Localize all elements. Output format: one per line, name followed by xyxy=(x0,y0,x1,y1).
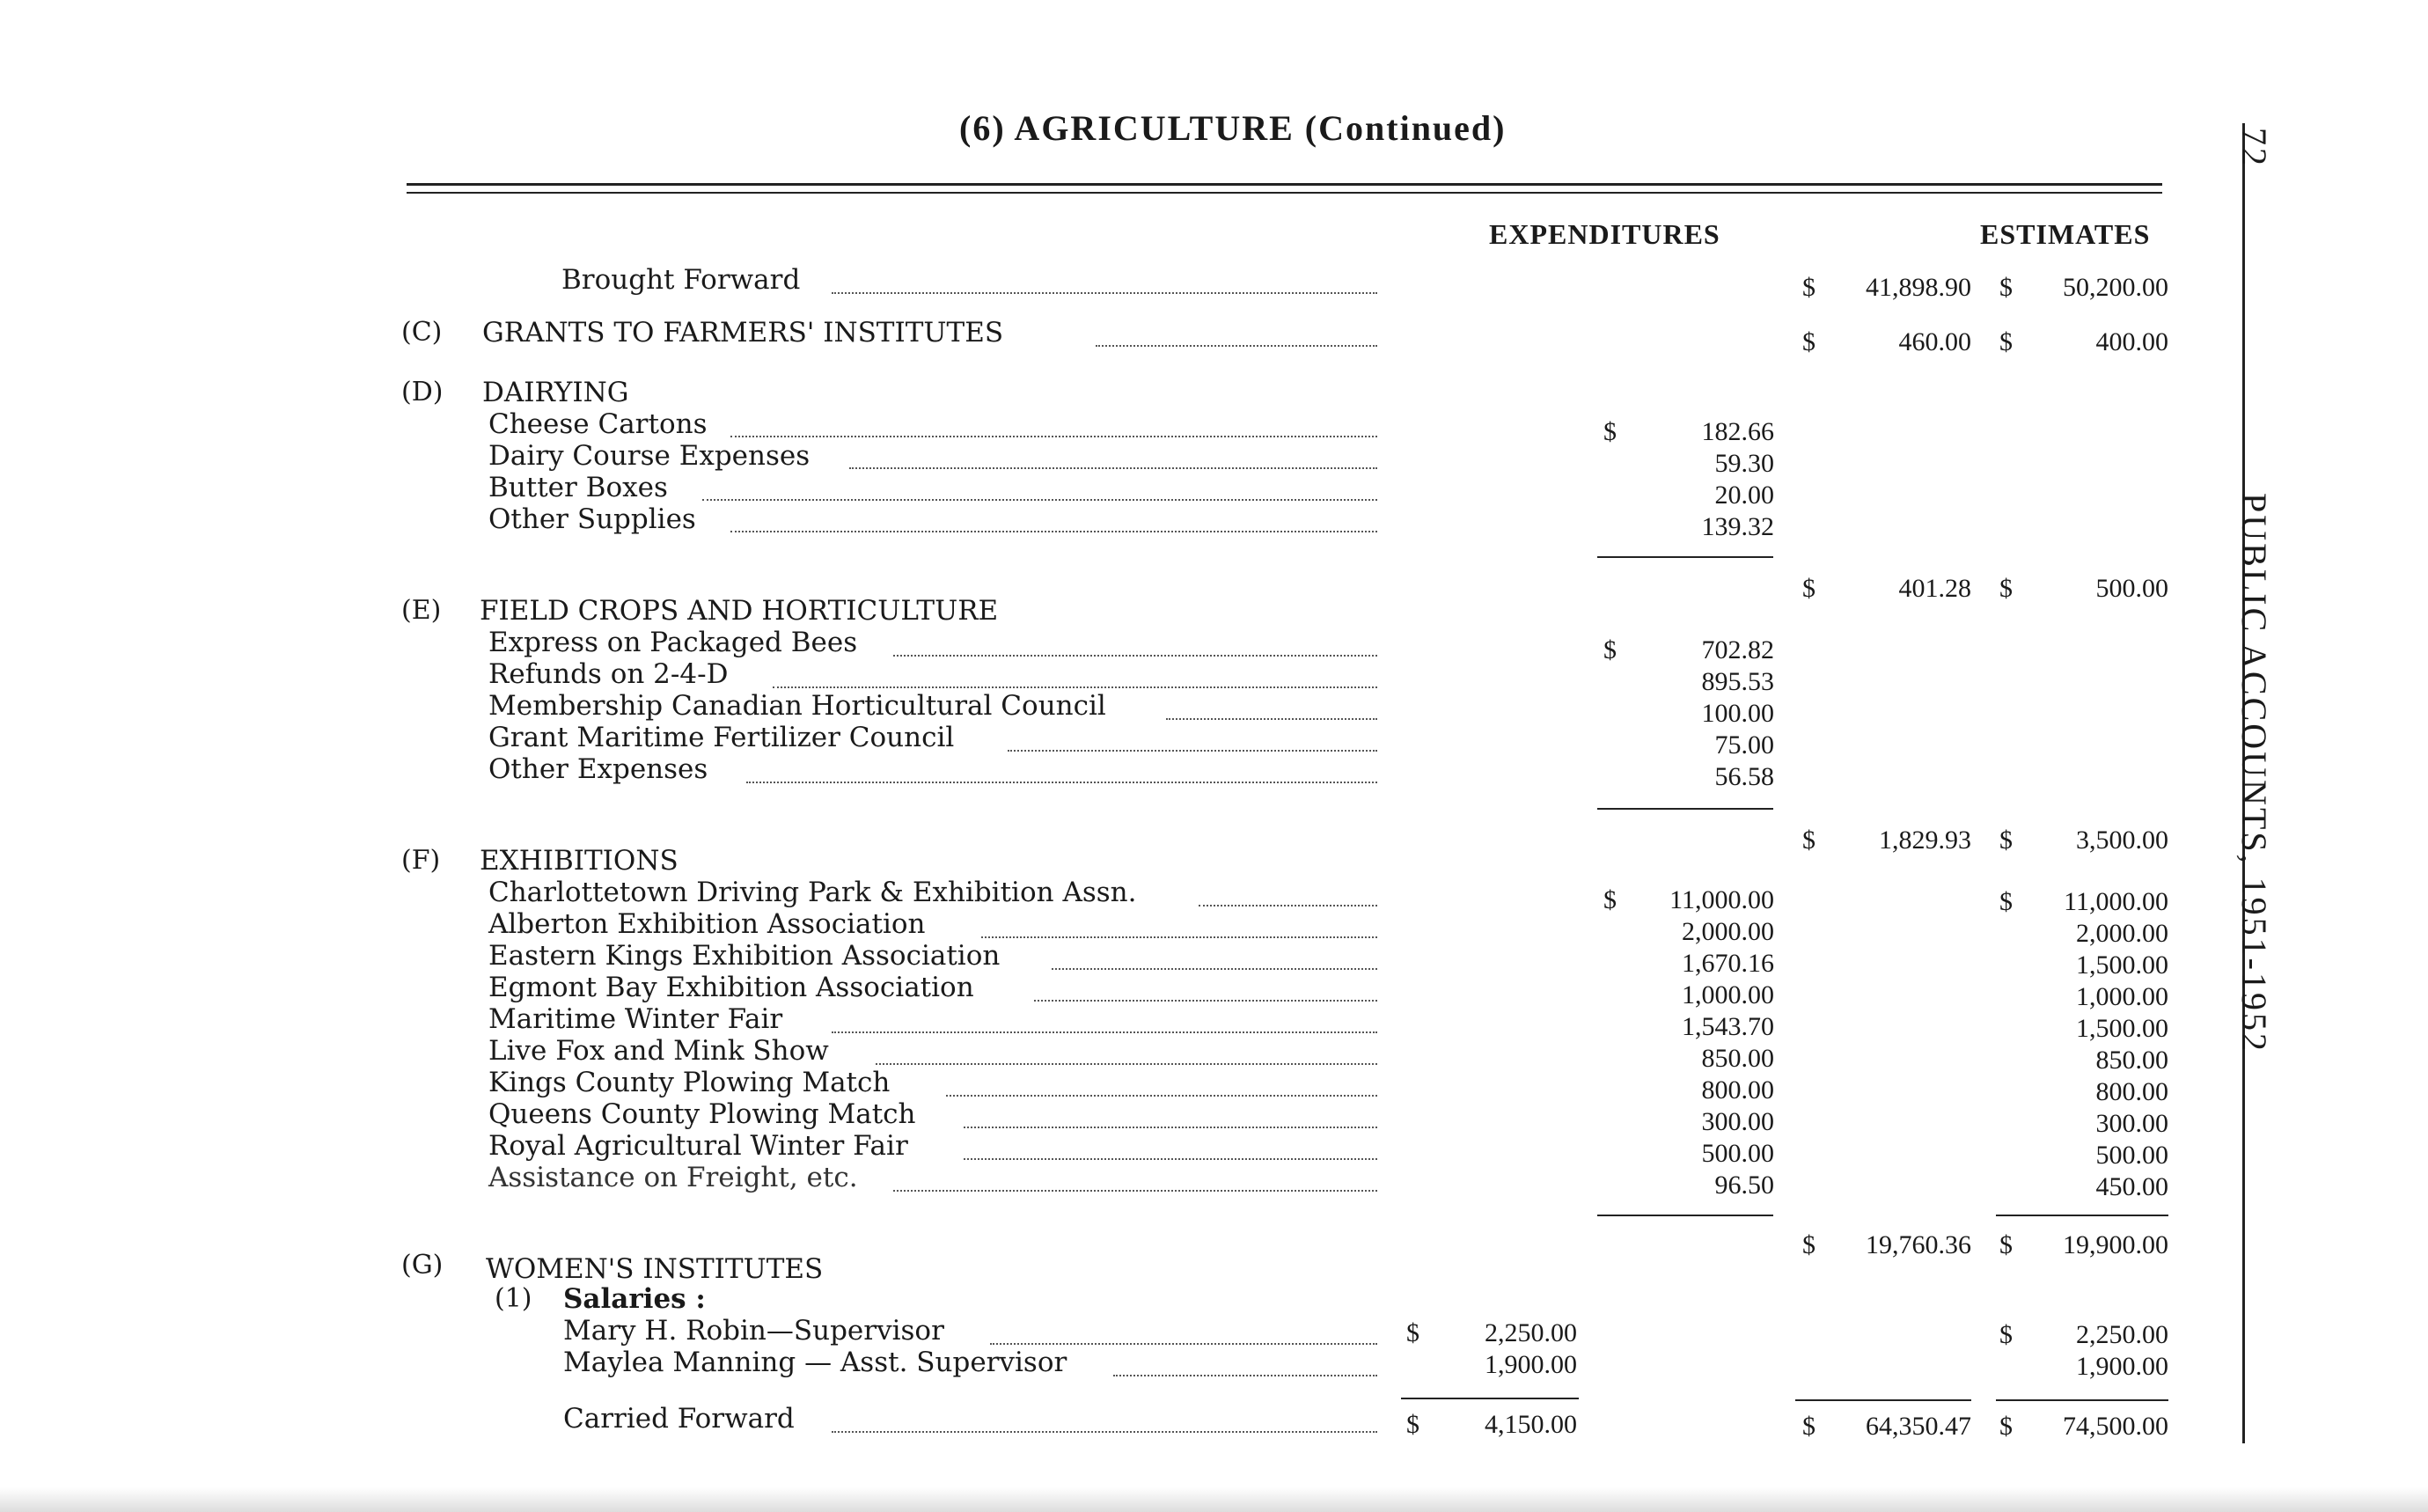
grants-estimate: 400.00 xyxy=(2095,327,2168,356)
salaries-label: Salaries : xyxy=(563,1283,706,1315)
leader-dots xyxy=(876,1063,1377,1065)
currency-symbol: $ xyxy=(1603,417,1617,446)
line-item-estimate: 1,900.00 xyxy=(2076,1352,2168,1381)
line-item-estimate: 11,000.00 xyxy=(2064,887,2168,916)
leader-dots xyxy=(946,1095,1377,1097)
currency-symbol: $ xyxy=(1999,1230,2013,1259)
currency-symbol: $ xyxy=(1999,273,2013,302)
line-item-label: Grant Maritime Fertilizer Council xyxy=(488,722,955,753)
leader-dots xyxy=(773,686,1377,688)
line-item-amount: 702.82 xyxy=(1701,635,1774,664)
leader-dots xyxy=(981,936,1377,938)
currency-symbol: $ xyxy=(1999,1320,2013,1349)
currency-symbol: $ xyxy=(1406,1410,1419,1439)
line-item-amount: 59.30 xyxy=(1714,449,1774,478)
grants-expend: 460.00 xyxy=(1898,327,1971,356)
line-item-label: Express on Packaged Bees xyxy=(488,627,858,658)
scan-edge-shadow xyxy=(0,1487,2428,1512)
section-code: (C) xyxy=(401,317,443,348)
exhibitions-total: 19,760.36 xyxy=(1866,1230,1971,1259)
currency-symbol: $ xyxy=(1802,1412,1815,1441)
line-item-label: Maylea Manning — Asst. Supervisor xyxy=(563,1347,1067,1378)
leader-dots xyxy=(730,531,1377,532)
column-header-expenditures: EXPENDITURES xyxy=(1489,218,1720,250)
line-item-label: Alberton Exhibition Association xyxy=(488,908,926,940)
column-header-estimates: ESTIMATES xyxy=(1980,218,2151,250)
line-item-estimate: 500.00 xyxy=(2095,1141,2168,1170)
leader-dots xyxy=(832,292,1377,294)
currency-symbol: $ xyxy=(1999,574,2013,603)
section-code: (F) xyxy=(401,845,441,876)
leader-dots xyxy=(964,1127,1377,1128)
line-item-label: Royal Agricultural Winter Fair xyxy=(488,1130,908,1162)
line-item-estimate: 2,250.00 xyxy=(2076,1320,2168,1349)
leader-dots xyxy=(1096,345,1377,347)
line-item-label: Refunds on 2-4-D xyxy=(488,658,729,690)
line-item-amount: 2,000.00 xyxy=(1682,917,1774,946)
line-item-estimate: 450.00 xyxy=(2095,1172,2168,1201)
line-item-label: Maritime Winter Fair xyxy=(488,1003,783,1035)
currency-symbol: $ xyxy=(1802,273,1815,302)
brought-forward-label: Brought Forward xyxy=(561,264,801,296)
line-item-label: Live Fox and Mink Show xyxy=(488,1035,829,1067)
subsection-code: (1) xyxy=(495,1283,532,1314)
header-rule-bottom xyxy=(407,192,2162,194)
page-number: 72 xyxy=(2234,128,2274,168)
leader-dots xyxy=(964,1158,1377,1160)
line-item-label: Mary H. Robin—Supervisor xyxy=(563,1315,944,1347)
line-item-amount: 1,000.00 xyxy=(1682,980,1774,1009)
line-item-amount: 20.00 xyxy=(1714,481,1774,510)
leader-dots xyxy=(1008,750,1377,752)
line-item-label: Assistance on Freight, etc. xyxy=(488,1162,858,1193)
currency-symbol: $ xyxy=(1802,574,1815,603)
leader-dots xyxy=(832,1431,1377,1433)
leader-dots xyxy=(702,499,1377,501)
section-code: (E) xyxy=(401,595,442,626)
leader-dots xyxy=(990,1343,1377,1345)
dairying-label: DAIRYING xyxy=(482,377,629,408)
line-item-amount: 96.50 xyxy=(1714,1171,1774,1200)
line-item-estimate: 300.00 xyxy=(2095,1109,2168,1138)
currency-symbol: $ xyxy=(1999,826,2013,855)
womens-institutes-label: WOMEN'S INSTITUTES xyxy=(486,1253,824,1285)
brought-forward-estimate: 50,200.00 xyxy=(2063,273,2168,302)
leader-dots xyxy=(893,655,1377,657)
leader-dots xyxy=(1166,718,1377,720)
leader-dots xyxy=(746,782,1377,783)
line-item-estimate: 850.00 xyxy=(2095,1046,2168,1075)
leader-dots xyxy=(893,1190,1377,1192)
leader-dots xyxy=(1052,968,1377,970)
line-item-amount: 2,250.00 xyxy=(1485,1318,1577,1347)
leader-dots xyxy=(1113,1375,1377,1376)
currency-symbol: $ xyxy=(1802,327,1815,356)
currency-symbol: $ xyxy=(1802,826,1815,855)
field-crops-total: 1,829.93 xyxy=(1879,826,1971,855)
line-item-amount: 850.00 xyxy=(1701,1044,1774,1073)
exhibitions-estimate-total: 19,900.00 xyxy=(2063,1230,2168,1259)
leader-dots xyxy=(849,467,1377,469)
leader-dots xyxy=(1034,1000,1377,1002)
leader-dots xyxy=(832,1031,1377,1033)
line-item-estimate: 2,000.00 xyxy=(2076,919,2168,948)
line-item-amount: 100.00 xyxy=(1701,699,1774,728)
line-item-label: Charlottetown Driving Park & Exhibition Assn. xyxy=(488,877,1137,908)
line-item-label: Cheese Cartons xyxy=(488,408,708,440)
subtotal-rule xyxy=(1401,1398,1579,1399)
subtotal-rule xyxy=(1597,1215,1773,1216)
carried-forward-label: Carried Forward xyxy=(563,1403,795,1435)
currency-symbol: $ xyxy=(1999,887,2013,916)
line-item-amount: 1,670.16 xyxy=(1682,949,1774,978)
field-crops-label: FIELD CROPS AND HORTICULTURE xyxy=(480,595,999,627)
line-item-amount: 75.00 xyxy=(1714,730,1774,760)
line-item-amount: 1,900.00 xyxy=(1485,1350,1577,1379)
brought-forward-expend: 41,898.90 xyxy=(1866,273,1971,302)
line-item-label: Membership Canadian Horticultural Council xyxy=(488,690,1106,722)
line-item-label: Other Supplies xyxy=(488,503,696,535)
carried-forward-sub: 4,150.00 xyxy=(1485,1410,1577,1439)
line-item-amount: 56.58 xyxy=(1714,762,1774,791)
subtotal-rule xyxy=(1597,808,1773,810)
leader-dots xyxy=(1199,905,1377,906)
exhibitions-label: EXHIBITIONS xyxy=(480,845,679,877)
currency-symbol: $ xyxy=(1603,885,1617,914)
currency-symbol: $ xyxy=(1999,327,2013,356)
line-item-amount: 800.00 xyxy=(1701,1075,1774,1105)
line-item-amount: 182.66 xyxy=(1701,417,1774,446)
line-item-estimate: 1,500.00 xyxy=(2076,1014,2168,1043)
line-item-amount: 139.32 xyxy=(1701,512,1774,541)
carried-forward-expend: 64,350.47 xyxy=(1866,1412,1971,1441)
line-item-label: Eastern Kings Exhibition Association xyxy=(488,940,1001,972)
line-item-amount: 500.00 xyxy=(1701,1139,1774,1168)
dairying-total: 401.28 xyxy=(1898,574,1971,603)
subtotal-rule xyxy=(1795,1399,1971,1401)
page-title: (6) AGRICULTURE (Continued) xyxy=(959,108,1507,148)
line-item-amount: 895.53 xyxy=(1701,667,1774,696)
grants-label: GRANTS TO FARMERS' INSTITUTES xyxy=(482,317,1004,349)
currency-symbol: $ xyxy=(1999,1412,2013,1441)
line-item-label: Butter Boxes xyxy=(488,472,668,503)
section-code: (D) xyxy=(401,377,444,407)
running-title: PUBLIC ACCOUNTS, 1951-1952 xyxy=(2234,493,2274,1053)
dairying-estimate: 500.00 xyxy=(2095,574,2168,603)
subtotal-rule xyxy=(1996,1215,2168,1216)
line-item-label: Kings County Plowing Match xyxy=(488,1067,891,1098)
section-code: (G) xyxy=(401,1250,444,1281)
line-item-estimate: 1,000.00 xyxy=(2076,982,2168,1011)
subtotal-rule xyxy=(1597,556,1773,558)
carried-forward-estimate: 74,500.00 xyxy=(2063,1412,2168,1441)
currency-symbol: $ xyxy=(1406,1318,1419,1347)
currency-symbol: $ xyxy=(1603,635,1617,664)
header-rule-top xyxy=(407,183,2162,186)
line-item-estimate: 1,500.00 xyxy=(2076,951,2168,980)
line-item-label: Dairy Course Expenses xyxy=(488,440,811,472)
line-item-label: Other Expenses xyxy=(488,753,708,785)
line-item-estimate: 800.00 xyxy=(2095,1077,2168,1106)
line-item-amount: 11,000.00 xyxy=(1669,885,1774,914)
line-item-amount: 1,543.70 xyxy=(1682,1012,1774,1041)
subtotal-rule xyxy=(1996,1399,2168,1401)
line-item-label: Egmont Bay Exhibition Association xyxy=(488,972,974,1003)
line-item-label: Queens County Plowing Match xyxy=(488,1098,916,1130)
currency-symbol: $ xyxy=(1802,1230,1815,1259)
leader-dots xyxy=(730,436,1377,437)
field-crops-estimate: 3,500.00 xyxy=(2076,826,2168,855)
line-item-amount: 300.00 xyxy=(1701,1107,1774,1136)
